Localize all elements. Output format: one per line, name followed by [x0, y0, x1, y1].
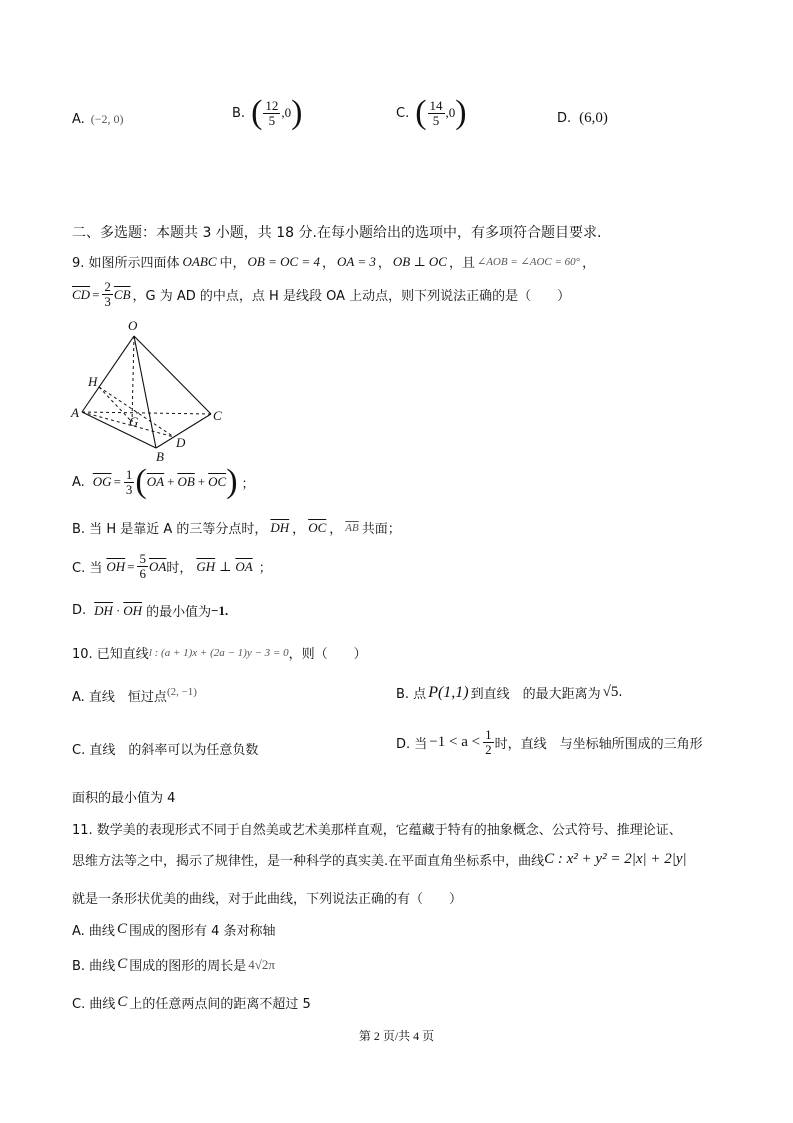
q10-option-c: C. 直线 的斜率可以为任意负数	[72, 743, 259, 758]
vector: $\overline{OH}$	[123, 602, 143, 618]
denominator: 6	[139, 566, 146, 581]
text: A. 曲线	[72, 924, 115, 939]
text: B. 曲线	[72, 959, 116, 974]
segment-ad	[82, 412, 174, 437]
section-heading: 二、多选题：本题共 3 小题，共 18 分.在每小题给出的选项中，有多项符合题目要求.	[72, 225, 602, 241]
text: 围成的图形有 4 条对称轴	[128, 924, 276, 939]
text: ，	[329, 522, 343, 537]
math: =	[127, 558, 135, 574]
vector: $\overline{OA}$	[148, 558, 167, 574]
label-o: O	[128, 318, 138, 333]
text: 中，	[219, 256, 246, 271]
math: OB = OC = 4	[247, 253, 320, 269]
math: C : x² + y² = 2|x| + 2|y|	[544, 851, 687, 867]
edge-oc	[134, 336, 211, 414]
option-label: C.	[396, 105, 410, 121]
segment-og	[132, 336, 134, 422]
text: B. 点	[396, 687, 427, 702]
denominator: 3	[125, 481, 133, 497]
q10-stem	[72, 643, 367, 662]
option-value: (−2, 0)	[90, 112, 124, 126]
math: OABC	[182, 253, 217, 269]
math: −1.	[211, 602, 229, 618]
vector: $\overline{OH}$	[106, 558, 126, 574]
numerator: 1	[125, 466, 133, 482]
math: ·	[115, 602, 121, 618]
text: 时，直线 与坐标轴所围成的三角形	[494, 737, 703, 752]
math: ∠AOB = ∠AOC = 60°	[477, 256, 581, 268]
text: ，	[582, 256, 596, 271]
q9-stem-line2	[72, 280, 570, 309]
math: l : (a + 1)x + (2a − 1)y − 3 = 0	[148, 646, 289, 659]
math: ⊥	[219, 558, 232, 574]
math: C	[116, 921, 127, 937]
text: .	[618, 685, 623, 700]
text: ，则（ ）	[288, 647, 367, 662]
label-c: C	[213, 408, 222, 423]
denominator: 5	[432, 112, 440, 128]
text: ；	[258, 561, 272, 576]
text: 的最小值为	[146, 605, 212, 620]
text: 到直线 的最大距离为	[470, 687, 601, 702]
fraction	[263, 99, 280, 128]
denominator: 5	[268, 112, 276, 128]
text: ；	[241, 476, 255, 492]
q11-option-c	[72, 993, 311, 1012]
q8-option-c	[396, 94, 467, 131]
q8-option-d	[557, 110, 608, 127]
fraction	[102, 280, 113, 309]
option-label: A.	[72, 112, 85, 127]
q9-option-d	[72, 601, 228, 620]
text: C. 曲线	[72, 997, 116, 1012]
vector: $\overline{OA}$	[235, 558, 253, 574]
q8-option-b	[232, 94, 303, 131]
label-d: D	[176, 435, 186, 450]
q9-option-a	[72, 463, 255, 500]
math: +	[167, 474, 175, 489]
vector: $\overline{AB}$	[345, 521, 359, 534]
text: ，	[321, 256, 335, 271]
math: 4√2π	[248, 956, 275, 972]
vector: $\overline{CB}$	[113, 286, 131, 302]
vector: $\overline{OC}$	[308, 519, 327, 535]
q11-option-b	[72, 955, 275, 974]
q11-stem-line3: 就是一条形状优美的曲线，对于此曲线，下列说法正确的有（ ）	[72, 892, 463, 907]
fraction	[124, 468, 135, 497]
left-paren: (	[251, 94, 263, 131]
denominator: 2	[485, 742, 492, 757]
segment-hg	[99, 387, 132, 422]
right-paren: )	[455, 94, 467, 131]
text: 9. 如图所示四面体	[72, 256, 180, 271]
text: 时，	[166, 561, 193, 576]
text: 围成的图形的周长是	[129, 959, 247, 974]
q10-option-d	[396, 728, 703, 757]
q10-option-a	[72, 686, 197, 705]
math: P(1,1)	[428, 683, 469, 701]
math: OB ⊥ OC	[392, 253, 447, 269]
q10-option-d-cont: 面积的最小值为 4	[72, 791, 176, 806]
math: =	[92, 286, 100, 302]
q11-stem-line2	[72, 850, 687, 869]
text: ，G 为 AD 的中点，点 H 是线段 OA 上动点，则下列说法正确的是（ ）	[132, 289, 571, 304]
label-g: G	[129, 414, 139, 429]
numerator: 12	[265, 97, 279, 113]
right-paren: )	[226, 463, 238, 500]
q10-option-b	[396, 683, 623, 702]
vector: $\overline{OA}$	[146, 474, 165, 489]
option-label: A.	[72, 474, 85, 490]
q11-option-a	[72, 920, 276, 939]
left-paren: (	[135, 463, 147, 500]
vector: $\overline{DH}$	[94, 602, 113, 618]
text: ，且	[448, 256, 475, 271]
text: ，	[292, 522, 306, 537]
segment-hd	[99, 387, 174, 437]
math: −1 < a <	[429, 734, 481, 750]
q9-option-b	[72, 518, 401, 537]
vector: $\overline{GH}$	[196, 558, 216, 574]
edge-ac-hidden	[82, 412, 211, 414]
right-paren: )	[291, 94, 303, 131]
page-number: 第 2 页/共 4 页	[358, 1029, 435, 1043]
q9-option-c	[72, 552, 272, 581]
option-value: (6,0)	[579, 110, 608, 126]
math: +	[197, 474, 206, 489]
vector: $\overline{OB}$	[177, 474, 195, 489]
fraction	[483, 728, 494, 757]
math: C	[117, 994, 128, 1010]
text: 思维方法等之中，揭示了规律性，是一种科学的真实美.在平面直角坐标系中，曲线	[72, 854, 545, 869]
text: C. 当	[72, 561, 103, 576]
text: 上的任意两点间的距离不超过 5	[129, 997, 311, 1012]
label-a: A	[71, 405, 79, 420]
option-label: D.	[72, 603, 87, 618]
vector: $\overline{OG}$	[92, 474, 112, 489]
text: ，	[377, 256, 391, 271]
fraction	[428, 99, 445, 128]
option-label: B.	[232, 105, 246, 121]
vector: $\overline{CD}$	[72, 286, 91, 302]
option-label: D.	[557, 111, 572, 126]
text: A. 直线 恒过点	[72, 690, 167, 705]
text: 10. 已知直线	[72, 647, 149, 662]
denominator: 3	[104, 294, 111, 309]
tetrahedron-figure	[68, 314, 238, 464]
label-b: B	[156, 449, 164, 464]
text: D. 当	[396, 737, 428, 752]
math: C	[117, 956, 128, 972]
label-h: H	[88, 374, 98, 389]
numerator: 2	[104, 279, 111, 294]
numerator: 5	[139, 551, 146, 566]
option-value: ,0	[281, 105, 292, 120]
left-paren: (	[415, 94, 427, 131]
q11-stem-line1: 11. 数学美的表现形式不同于自然美或艺术美那样直观，它蕴藏于特有的抽象概念、公式符号、推理论证、	[72, 823, 682, 838]
math: OA = 3	[336, 253, 376, 269]
text: B. 当 H 是靠近 A 的三等分点时，	[72, 522, 268, 537]
option-value: ,0	[445, 105, 456, 120]
vector: $\overline{DH}$	[270, 519, 290, 535]
text: 共面；	[361, 522, 401, 537]
numerator: 1	[485, 727, 492, 742]
math: √5	[602, 684, 619, 700]
vector: $\overline{OC}$	[208, 474, 227, 489]
fraction	[137, 552, 148, 581]
math: =	[113, 474, 121, 489]
q8-option-a	[72, 112, 124, 127]
q9-stem-line1	[72, 252, 595, 271]
math: (2, −1)	[166, 685, 197, 698]
numerator: 14	[429, 97, 443, 113]
